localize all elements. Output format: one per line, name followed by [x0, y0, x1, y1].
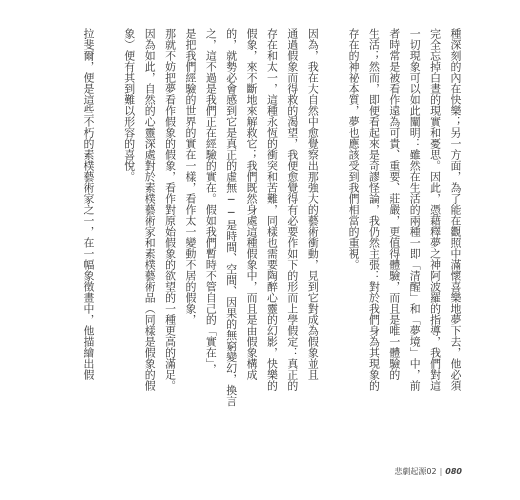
page-number: 080: [445, 467, 462, 476]
text-column: 一切現象可以如此闡明：雖然在生活的兩種一即「清醒」和「夢境」中，前: [408, 28, 422, 391]
text-column: 是把我們經驗的世界的實在一樣，看作太一變動不居的假象，: [183, 28, 197, 325]
text-column: 存在和太一，這種永恆的衝突和苦難，同樣也需要陶醉心靈的幻影，快樂的: [265, 28, 279, 391]
running-title: 悲劇起源02: [394, 467, 437, 476]
text-column: 存在的神祕本質，夢也應該受到我們相當的重視。: [347, 28, 361, 270]
footer-separator: |: [439, 467, 443, 476]
vertical-text-block: [82, 28, 462, 440]
text-column: 因為，我在大自然中愈覺察出那強大的藝術衝動，見到它對成為假象並且: [306, 28, 320, 380]
text-column: 假象，來不斷地來解救它；我們既然身處這種假象中，而且是由假象構成: [245, 28, 259, 380]
text-column: 完全忘掉白晝的現實和憂思。因此，憑藉釋夢之神阿波羅的指導，我們對這: [428, 28, 442, 391]
text-column: 通過假象而得救的渴望，我便愈覺得有必要作如下的形而上學假定：真正的: [285, 28, 299, 391]
paragraph-gap: [327, 28, 340, 440]
text-column: 生活；然而，即便看起來是奇謬怪論，我仍然主張：對於我們身為其現象的: [367, 28, 381, 391]
text-column: 象）便有其到難以形容的喜悅。: [122, 28, 136, 182]
text-column: 那就不妨把夢看作假象的假象，看作對原始假象的欲望的一種更高的滿足。: [163, 28, 177, 391]
text-column: 因為如此，自然的心靈深處對於素樸藝術家和素樸藝術品（同樣是假象的假: [143, 28, 157, 391]
text-column: 的，就勢必會感到它是真正的虛無──是時間、空間、因果的無窮變幻，換言: [224, 28, 238, 407]
text-column: 者時常是被看作遠為可貴、重要、莊嚴，更值得體驗，而且是唯一體驗的: [387, 28, 401, 380]
text-column: 拉斐爾，便是這些不朽的素樸藝術家之一，在一幅象徵畫中，他描繪出假: [81, 28, 95, 380]
page-footer: [394, 466, 462, 477]
paragraph-gap: [102, 28, 115, 440]
text-column: 種深刻的內在快樂；另一方面，為了能在觀照中滿懷喜樂地夢下去，他必須: [449, 28, 462, 391]
text-column: 之，這不過是我們正在經驗的實在。假如我們暫時不管自己的「實在」，: [204, 28, 218, 375]
